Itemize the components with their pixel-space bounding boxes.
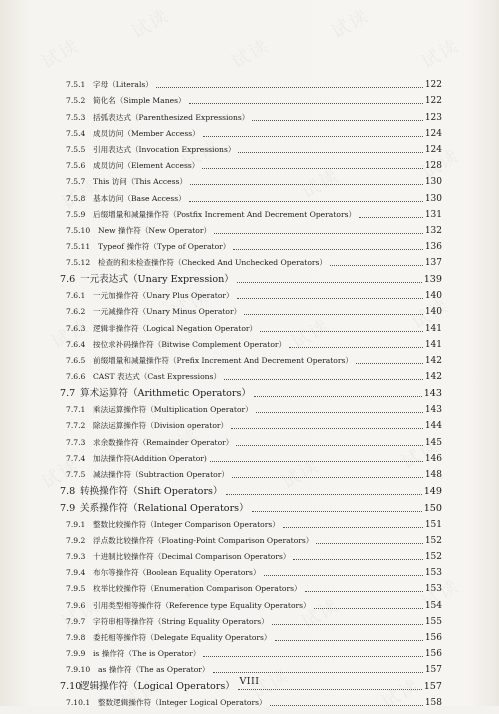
- toc-subsection-row: [0, 350, 499, 366]
- toc-leader-dots: [190, 184, 423, 185]
- toc-page-number: 142: [424, 355, 442, 366]
- toc-number: 7.9.6: [66, 600, 86, 610]
- toc-leader-dots: [203, 656, 423, 657]
- toc-leader-dots: [238, 689, 422, 690]
- toc-page-number: 153: [424, 568, 442, 579]
- toc-number: 7.7: [60, 387, 76, 399]
- toc-page-number: 130: [424, 193, 442, 204]
- toc-title: 一元表达式（Unary Expression）: [80, 274, 234, 286]
- toc-subsection-row: [0, 431, 499, 447]
- toc-leader-dots: [238, 152, 423, 153]
- toc-subsection-row: [0, 399, 499, 415]
- toc-title: 关系操作符（Relational Operators）: [80, 502, 249, 514]
- toc-subsection-row: [0, 562, 499, 578]
- toc-number: 7.6.3: [66, 323, 86, 333]
- watermark-text: [416, 32, 464, 75]
- toc-title: 枚举比较操作符（Enumeration Comparison Operators）: [93, 584, 302, 594]
- toc-number: 7.9.4: [66, 568, 86, 578]
- toc-page-number: 152: [424, 552, 442, 563]
- toc-subsection-row: [0, 285, 499, 301]
- toc-subsection-row: [0, 171, 499, 187]
- toc-number: 7.5.9: [66, 209, 86, 219]
- toc-leader-dots: [213, 672, 423, 673]
- toc-leader-dots: [256, 412, 423, 413]
- toc-title: 逻辑操作符（Logical Operators）: [80, 681, 235, 693]
- toc-page-number: 157: [423, 681, 442, 693]
- toc-leader-dots: [330, 265, 423, 266]
- toc-subsection-row: [0, 301, 499, 317]
- toc-page-number: 148: [424, 469, 442, 480]
- toc-leader-dots: [224, 379, 423, 380]
- toc-leader-dots: [189, 103, 423, 104]
- toc-title: 字母（Literals）: [93, 80, 153, 90]
- toc-title: 括弧表达式（Parenthesized Expressions）: [93, 112, 250, 122]
- toc-page-number: 150: [423, 502, 442, 514]
- toc-page-number: 152: [424, 535, 442, 546]
- toc-page-number: 151: [424, 519, 442, 530]
- toc-page-number: 153: [424, 584, 442, 595]
- toc-leader-dots: [156, 87, 423, 88]
- toc-title: 减法操作符（Subtraction Operator）: [93, 469, 229, 479]
- toc-title: This 访问（This Access）: [93, 177, 188, 187]
- toc-page-number: 137: [424, 258, 442, 269]
- toc-title: 一元减操作符（Unary Minus Operator）: [93, 307, 242, 317]
- watermark-text: [226, 32, 274, 75]
- toc-number: 7.7.4: [66, 453, 86, 463]
- toc-subsection-row: [0, 578, 499, 594]
- toc-page-number: 122: [424, 80, 442, 91]
- toc-section-row: [0, 480, 499, 497]
- toc-page-number: 128: [424, 161, 442, 172]
- toc-title: 算术运算符（Arithmetic Operators）: [80, 387, 252, 399]
- toc-leader-dots: [233, 249, 423, 250]
- toc-page-number: 140: [424, 291, 442, 302]
- toc-title: 简化名（Simple Manes）: [93, 96, 186, 106]
- toc-title: CAST 表达式（Cast Expressions）: [93, 372, 222, 382]
- toc-number: 7.5.12: [66, 258, 91, 268]
- toc-title: 前缀增量和减量操作符（Prefix Increment And Decrement Operators）: [93, 355, 353, 365]
- toc-page-number: 156: [424, 649, 442, 660]
- toc-leader-dots: [236, 445, 423, 446]
- toc-section-row: [0, 382, 499, 399]
- toc-title: 求余数操作符（Remainder Operator）: [93, 437, 234, 447]
- toc-leader-dots: [237, 282, 422, 283]
- toc-number: 7.9: [60, 502, 76, 514]
- toc-subsection-row: [0, 546, 499, 562]
- toc-subsection-row: [0, 594, 499, 610]
- toc-subsection-row: [0, 123, 499, 139]
- toc-page-number: 143: [423, 387, 442, 399]
- toc-subsection-row: [0, 659, 499, 675]
- toc-leader-dots: [237, 298, 423, 299]
- toc-page-number: 142: [424, 372, 442, 383]
- toc-page-number: 141: [424, 339, 442, 350]
- toc-subsection-row: [0, 90, 499, 106]
- table-of-contents: [0, 74, 499, 708]
- toc-page-number: 123: [424, 112, 442, 123]
- toc-page-number: 146: [424, 453, 442, 464]
- toc-leader-dots: [254, 396, 422, 397]
- toc-leader-dots: [305, 591, 423, 592]
- toc-subsection-row: [0, 334, 499, 350]
- toc-page-number: 139: [423, 274, 442, 286]
- toc-section-row: [0, 268, 499, 285]
- toc-page-number: 149: [423, 485, 442, 497]
- toc-title: 引用类型相等操作符（Reference type Equality Operators）: [93, 600, 311, 610]
- toc-title: 除法运算操作符（Division operator）: [93, 421, 229, 431]
- toc-title: 十进制比较操作符（Decimal Comparison Operators）: [93, 552, 291, 562]
- toc-title: 转换操作符（Shift Operators）: [80, 485, 223, 497]
- toc-subsection-row: [0, 187, 499, 203]
- toc-leader-dots: [359, 217, 423, 218]
- toc-subsection-row: [0, 627, 499, 643]
- toc-page-number: 158: [424, 698, 442, 709]
- watermark-text: [326, 2, 374, 45]
- page-footer-number: VIII: [239, 676, 260, 687]
- toc-number: 7.9.9: [66, 649, 86, 659]
- toc-leader-dots: [272, 624, 423, 625]
- toc-leader-dots: [189, 201, 423, 202]
- toc-subsection-row: [0, 155, 499, 171]
- toc-page-number: 143: [424, 405, 442, 416]
- toc-subsection-row: [0, 530, 499, 546]
- toc-number: 7.9.7: [66, 616, 86, 626]
- toc-number: 7.6.4: [66, 339, 86, 349]
- toc-number: 7.9.5: [66, 584, 86, 594]
- toc-leader-dots: [275, 640, 423, 641]
- toc-number: 7.5.10: [66, 225, 91, 235]
- toc-subsection-row: [0, 106, 499, 122]
- toc-leader-dots: [260, 331, 423, 332]
- toc-number: 7.7.3: [66, 437, 86, 447]
- toc-number: 7.9.10: [66, 665, 91, 675]
- toc-title: as 操作符（The as Operator）: [98, 665, 210, 675]
- toc-leader-dots: [202, 168, 423, 169]
- toc-title: is 操作符（The is Operator）: [93, 649, 201, 659]
- toc-number: 7.10: [60, 681, 82, 693]
- toc-number: 7.7.2: [66, 421, 86, 431]
- toc-title: 乘法运算操作符（Multiplication Operator）: [93, 405, 253, 415]
- toc-subsection-row: [0, 252, 499, 268]
- toc-number: 7.5.2: [66, 96, 86, 106]
- toc-subsection-row: [0, 74, 499, 90]
- toc-number: 7.5.8: [66, 193, 86, 203]
- toc-number: 7.5.3: [66, 112, 86, 122]
- toc-title: 一元加操作符（Unary Plus Operator）: [93, 291, 234, 301]
- toc-page-number: 140: [424, 307, 442, 318]
- toc-title: 布尔等操作符（Boolean Equality Operators）: [93, 568, 261, 578]
- toc-page-number: 145: [424, 437, 442, 448]
- toc-leader-dots: [210, 461, 423, 462]
- toc-number: 7.8: [60, 485, 76, 497]
- toc-number: 7.5.1: [66, 80, 86, 90]
- toc-number: 7.9.8: [66, 633, 86, 642]
- toc-title: 按位求补码操作符（Bitwise Complement Operator）: [93, 339, 287, 349]
- toc-subsection-row: [0, 448, 499, 464]
- toc-subsection-row: [0, 366, 499, 382]
- toc-page-number: 132: [424, 225, 442, 236]
- toc-subsection-row: [0, 236, 499, 252]
- toc-title: 委托相等操作符（Delegate Equality Operators）: [93, 633, 272, 642]
- toc-page-number: 155: [424, 616, 442, 627]
- toc-page-number: 157: [424, 665, 442, 676]
- toc-subsection-row: [0, 464, 499, 480]
- toc-title: New 操作符（New Operator）: [98, 225, 212, 235]
- toc-section-row: [0, 497, 499, 514]
- toc-leader-dots: [316, 543, 423, 544]
- toc-leader-dots: [283, 527, 423, 528]
- toc-title: 整数逻辑操作符（Integer Logical Operators）: [98, 698, 267, 708]
- toc-number: 7.5.5: [66, 144, 86, 154]
- toc-leader-dots: [231, 428, 423, 429]
- toc-number: 7.5.4: [66, 128, 86, 138]
- toc-subsection-row: [0, 514, 499, 530]
- toc-number: 7.5.11: [66, 242, 91, 252]
- toc-page-number: 141: [424, 323, 442, 334]
- toc-subsection-row: [0, 317, 499, 333]
- toc-title: 逻辑非操作符（Logical Negation Operator）: [93, 323, 258, 333]
- toc-subsection-row: [0, 139, 499, 155]
- toc-number: 7.6.2: [66, 307, 86, 317]
- toc-title: 加法操作符(Addition Operator): [93, 453, 207, 463]
- toc-number: 7.6.1: [66, 291, 86, 301]
- toc-leader-dots: [264, 575, 423, 576]
- toc-leader-dots: [293, 559, 423, 560]
- toc-leader-dots: [252, 120, 423, 121]
- toc-title: 整数比较操作符（Integer Comparison Operators）: [93, 519, 280, 529]
- toc-page-number: 136: [424, 242, 442, 253]
- toc-page-number: 144: [424, 421, 442, 432]
- toc-number: 7.9.1: [66, 519, 86, 529]
- toc-page-number: 130: [424, 177, 442, 188]
- watermark-text: [36, 32, 84, 75]
- toc-number: 7.5.6: [66, 161, 86, 171]
- toc-leader-dots: [232, 477, 423, 478]
- toc-subsection-row: [0, 415, 499, 431]
- toc-leader-dots: [314, 608, 423, 609]
- toc-number: 7.6.6: [66, 372, 86, 382]
- toc-number: 7.6: [60, 274, 76, 286]
- toc-page-number: 154: [424, 600, 442, 611]
- toc-number: 7.6.5: [66, 355, 86, 365]
- toc-leader-dots: [203, 136, 423, 137]
- toc-number: 7.5.7: [66, 177, 86, 187]
- toc-number: 7.7.1: [66, 405, 86, 415]
- toc-number: 7.10.1: [66, 698, 91, 708]
- toc-title: 后缀增量和减量操作符（Postfix Increment And Decrement Operators）: [93, 209, 357, 219]
- toc-page-number: 156: [424, 633, 442, 643]
- toc-leader-dots: [244, 314, 423, 315]
- toc-page-number: 124: [424, 144, 442, 155]
- toc-number: 7.9.2: [66, 535, 86, 545]
- toc-title: 成员访问（Element Access）: [93, 161, 200, 171]
- watermark-text: [126, 2, 174, 45]
- toc-number: 7.9.3: [66, 552, 86, 562]
- toc-title: Typeof 操作符（Type of Operator）: [98, 242, 231, 252]
- toc-subsection-row: [0, 611, 499, 627]
- toc-page-number: 124: [424, 128, 442, 139]
- toc-title: 基本访问（Base Access）: [93, 193, 186, 203]
- toc-subsection-row: [0, 220, 499, 236]
- toc-title: 字符串相等操作符（String Equality Operators）: [93, 616, 269, 626]
- toc-leader-dots: [252, 511, 422, 512]
- toc-page-number: 122: [424, 96, 442, 107]
- toc-title: 成员访问（Member Access）: [93, 128, 200, 138]
- toc-leader-dots: [356, 363, 423, 364]
- toc-title: 浮点数比较操作符（Floating-Point Comparison Operators）: [93, 535, 314, 545]
- toc-title: 检查的和未检查操作符（Checked And Unchecked Operators）: [98, 258, 328, 268]
- toc-leader-dots: [226, 494, 422, 495]
- toc-subsection-row: [0, 204, 499, 220]
- toc-leader-dots: [214, 233, 423, 234]
- toc-subsection-row: [0, 643, 499, 659]
- toc-leader-dots: [289, 347, 423, 348]
- toc-title: 引用表达式（Invocation Expressions）: [93, 144, 236, 154]
- toc-number: 7.7.5: [66, 469, 86, 479]
- toc-page-number: 131: [424, 209, 442, 220]
